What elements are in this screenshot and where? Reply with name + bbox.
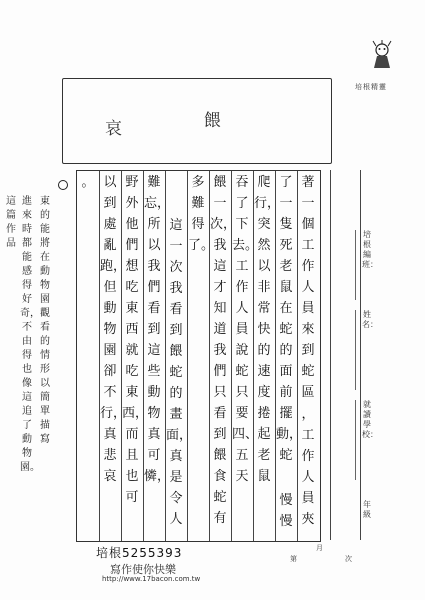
grade-label: 年級 xyxy=(363,500,371,519)
essay-line: 難忘，所以我們看到這些動物真可憐， xyxy=(144,175,171,484)
essay-line: 野外他們想吃東西就吃東西，而且也可 xyxy=(122,175,149,505)
essay-line: 以到處亂跑，但動物園卻不行，真悲哀 xyxy=(100,175,127,484)
essay-line-tail: ，工作人員夾 xyxy=(301,407,315,527)
essay-line: 多難得了。 xyxy=(188,175,215,253)
essay-line: 餵一次，我這才知道我們只看到餵食蛇有 xyxy=(210,175,237,526)
school-field-line xyxy=(355,400,356,480)
name-field-line xyxy=(355,310,356,390)
essay-line: 著一個工作人員來到蛇區 xyxy=(301,175,315,400)
teacher-comment: 進來時都能感得好奇，不由得也像這追了動物園。 xyxy=(20,196,40,473)
mascot-logo-icon xyxy=(368,40,396,70)
essay-line: 了一隻死老鼠在蛇的面前擺動，蛇 xyxy=(276,175,303,463)
times-label: 次 xyxy=(345,555,352,563)
week-label: 第 xyxy=(290,555,297,563)
teacher-comment: 這篇作品 xyxy=(6,196,16,249)
title-box xyxy=(62,78,332,164)
teacher-comment: 東的能將在動物園觀看的情形以簡單描寫 xyxy=(40,196,50,445)
panel-divider xyxy=(330,170,331,540)
name-label: 姓名： xyxy=(362,310,378,329)
essay-line: 。 xyxy=(81,175,95,190)
school-label: 就讀學校： xyxy=(362,400,378,439)
brand-slogan: 寫作使你快樂 xyxy=(110,563,176,576)
brand-url: http://www.17bacon.com.tw xyxy=(102,575,201,583)
student-info-panel xyxy=(330,170,390,540)
class-label: 培根編班： xyxy=(362,230,378,269)
class-field-line xyxy=(355,230,356,300)
student-id-stamp: 培根5255393 xyxy=(96,546,183,560)
essay-line: 爬行，突然以非常快的速度捲起老鼠 xyxy=(254,175,281,484)
title-char-2: 餵 xyxy=(204,111,221,131)
panel-divider xyxy=(360,170,361,540)
title-char-1: 哀 xyxy=(105,119,122,139)
month-label: 月 xyxy=(316,544,323,552)
correction-circle-mark xyxy=(58,180,68,190)
essay-line: 吞了下去。工作人員說蛇只要四、五天 xyxy=(232,175,259,484)
essay-line-tail: 慢慢 xyxy=(279,493,293,529)
logo-caption: 培根精靈 xyxy=(355,83,387,91)
essay-line: 這一次我看到餵蛇的畫面，真是令人 xyxy=(166,218,193,527)
